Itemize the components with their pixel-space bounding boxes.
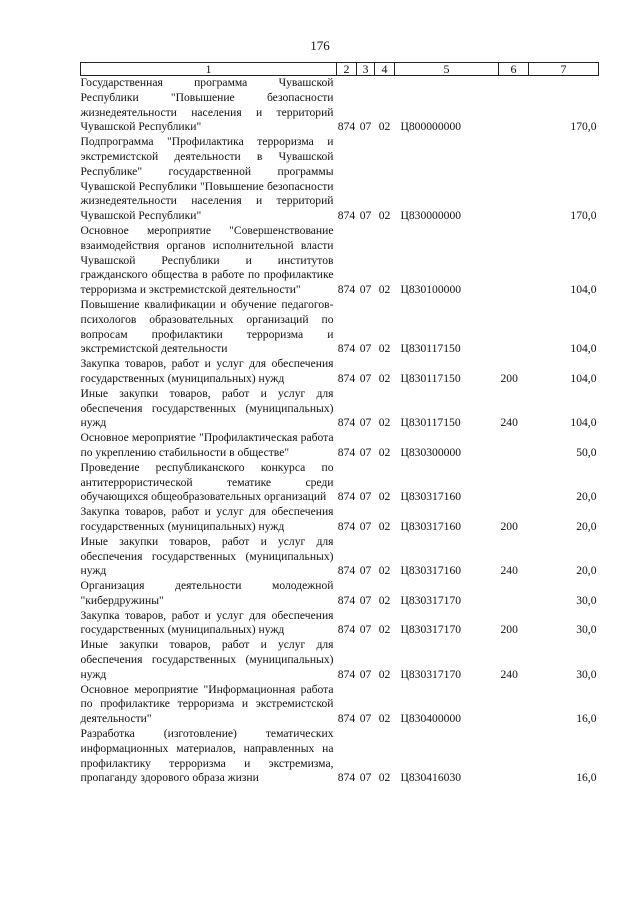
row-expense-type: 200 (500, 623, 518, 637)
row-name: Основное мероприятие "Совершенствование взаимодействия органов исполнительной власти Чувашской Республики и институтов гражданского общества в работе по профилактике терроризма и экстремистской деятельности" (80, 223, 334, 297)
row-ministry: 874 (337, 771, 356, 785)
row-amount: 170,0 (570, 120, 597, 134)
table-row (81, 683, 599, 727)
row-expense-type: 240 (500, 667, 518, 681)
row-expense-type (499, 727, 529, 786)
row-subsection: 02 (378, 771, 391, 785)
row-section: 07 (359, 490, 372, 504)
row-expense-type: 200 (500, 519, 518, 533)
header-cell: 5 (395, 63, 499, 76)
row-section: 07 (359, 209, 372, 223)
row-expense-type (499, 135, 529, 224)
row-subsection: 02 (378, 416, 391, 430)
row-expense-type (499, 431, 529, 461)
row-subsection: 02 (378, 283, 391, 297)
row-ministry: 874 (337, 667, 356, 681)
table-row (81, 387, 599, 431)
row-name: Закупка товаров, работ и услуг для обеспечения государственных (муниципальных) нужд (80, 357, 334, 385)
row-expense-type (499, 461, 529, 505)
row-expense-type: 200 (500, 371, 518, 385)
row-target-article: Ц830317170 (400, 623, 462, 637)
row-ministry: 874 (337, 593, 356, 607)
row-amount: 104,0 (570, 371, 597, 385)
row-target-article: Ц830400000 (400, 712, 462, 726)
row-subsection: 02 (378, 209, 391, 223)
row-section: 07 (359, 712, 372, 726)
row-amount: 50,0 (576, 445, 597, 459)
header-cell: 3 (357, 63, 375, 76)
row-subsection: 02 (378, 342, 391, 356)
row-amount: 170,0 (570, 209, 597, 223)
header-cell: 6 (499, 63, 529, 76)
row-ministry: 874 (337, 519, 356, 533)
row-name: Закупка товаров, работ и услуг для обеспечения государственных (муниципальных) нужд (80, 505, 334, 533)
row-subsection: 02 (378, 667, 391, 681)
row-target-article: Ц830317160 (400, 519, 462, 533)
row-target-article: Ц830317160 (400, 490, 462, 504)
row-name: Основное мероприятие "Информационная работа по профилактике терроризма и экстремистской деятельности" (80, 682, 334, 726)
row-amount: 16,0 (576, 712, 597, 726)
row-amount: 104,0 (570, 342, 597, 356)
row-amount: 20,0 (576, 519, 597, 533)
row-ministry: 874 (337, 120, 356, 134)
header-cell: 2 (337, 63, 357, 76)
row-section: 07 (359, 667, 372, 681)
table-row (81, 505, 599, 535)
header-row (81, 63, 599, 76)
row-target-article: Ц830317170 (400, 593, 462, 607)
row-target-article: Ц830416030 (400, 771, 462, 785)
row-subsection: 02 (378, 712, 391, 726)
row-ministry: 874 (337, 490, 356, 504)
table-row (81, 431, 599, 461)
header-cell: 1 (81, 63, 337, 76)
row-subsection: 02 (378, 519, 391, 533)
row-name: Государственная программа Чувашской Республики "Повышение безопасности жизнедеятельности населения и территорий Чувашской Республики" (80, 76, 334, 134)
row-name: Основное мероприятие "Профилактическая работа по укреплению стабильности в обществе" (80, 431, 334, 459)
row-section: 07 (359, 771, 372, 785)
row-target-article: Ц830317160 (400, 564, 462, 578)
row-name: Повышение квалификации и обучение педагогов-психологов образовательных организаций по вопросам профилактики терроризма и экстремистской деятельности (80, 297, 334, 356)
row-ministry: 874 (337, 564, 356, 578)
row-ministry: 874 (337, 416, 356, 430)
row-section: 07 (359, 593, 372, 607)
row-subsection: 02 (378, 593, 391, 607)
row-amount: 30,0 (576, 623, 597, 637)
row-target-article: Ц830117150 (400, 416, 461, 430)
row-ministry: 874 (337, 209, 356, 223)
row-expense-type (499, 579, 529, 609)
budget-table (80, 62, 599, 786)
row-name: Иные закупки товаров, работ и услуг для обеспечения государственных (муниципальных) нужд (80, 386, 334, 430)
row-subsection: 02 (378, 120, 391, 134)
row-section: 07 (359, 564, 372, 578)
row-ministry: 874 (337, 623, 356, 637)
row-target-article: Ц830000000 (400, 209, 462, 223)
row-target-article: Ц800000000 (400, 120, 462, 134)
row-expense-type: 240 (500, 416, 518, 430)
table-row (81, 535, 599, 579)
row-name: Иные закупки товаров, работ и услуг для обеспечения государственных (муниципальных) нужд (80, 534, 334, 578)
row-name: Иные закупки товаров, работ и услуг для обеспечения государственных (муниципальных) нужд (80, 638, 334, 681)
table-row (81, 224, 599, 298)
table-row (81, 76, 599, 136)
row-subsection: 02 (378, 371, 391, 385)
row-section: 07 (359, 371, 372, 385)
row-ministry: 874 (337, 445, 356, 459)
row-target-article: Ц830117150 (400, 371, 461, 385)
row-name: Подпрограмма "Профилактика терроризма и экстремистской деятельности в Чувашской Республике" государственной программы Чувашской Республики "Повышение безопасности жизнедеятельности населения и территорий Чувашской Республики" (80, 135, 334, 223)
row-amount: 30,0 (576, 593, 597, 607)
row-subsection: 02 (378, 564, 391, 578)
row-amount: 30,0 (576, 667, 597, 681)
table-row (81, 135, 599, 224)
row-expense-type (499, 298, 529, 357)
row-section: 07 (359, 342, 372, 356)
row-section: 07 (359, 519, 372, 533)
row-name: Проведение республиканского конкурса по антитеррористической тематике среди обучающихся общеобразовательных организаций (80, 460, 334, 504)
row-ministry: 874 (337, 712, 356, 726)
table-row (81, 638, 599, 682)
row-target-article: Ц830317170 (400, 667, 462, 681)
row-subsection: 02 (378, 490, 391, 504)
table-row (81, 357, 599, 387)
row-amount: 104,0 (570, 283, 597, 297)
row-expense-type (499, 683, 529, 727)
row-ministry: 874 (337, 283, 356, 297)
row-subsection: 02 (378, 445, 391, 459)
table-row (81, 727, 599, 786)
table-row (81, 579, 599, 609)
row-section: 07 (359, 283, 372, 297)
table-row (81, 609, 599, 639)
row-section: 07 (359, 416, 372, 430)
row-target-article: Ц830300000 (400, 445, 462, 459)
row-ministry: 874 (337, 371, 356, 385)
row-subsection: 02 (378, 623, 391, 637)
page-number: 176 (310, 38, 330, 53)
row-expense-type: 240 (500, 564, 518, 578)
row-amount: 16,0 (576, 771, 597, 785)
row-name: Разработка (изготовление) тематических информационных материалов, направленных на профилактику терроризма и экстремизма, пропаганду здорового образа жизни (80, 727, 334, 785)
row-amount: 20,0 (576, 490, 597, 504)
row-expense-type (499, 76, 529, 136)
table-row (81, 461, 599, 505)
row-name: Закупка товаров, работ и услуг для обеспечения государственных (муниципальных) нужд (80, 608, 334, 637)
row-target-article: Ц830100000 (400, 283, 462, 297)
row-amount: 20,0 (576, 564, 597, 578)
row-target-article: Ц830117150 (400, 342, 461, 356)
row-name: Организация деятельности молодежной "кибердружины" (80, 579, 334, 607)
row-amount: 104,0 (570, 416, 597, 430)
header-cell: 7 (529, 63, 599, 76)
row-section: 07 (359, 623, 372, 637)
header-cell: 4 (375, 63, 395, 76)
row-expense-type (499, 224, 529, 298)
row-section: 07 (359, 445, 372, 459)
table-row (81, 298, 599, 357)
row-section: 07 (359, 120, 372, 134)
row-ministry: 874 (337, 342, 356, 356)
